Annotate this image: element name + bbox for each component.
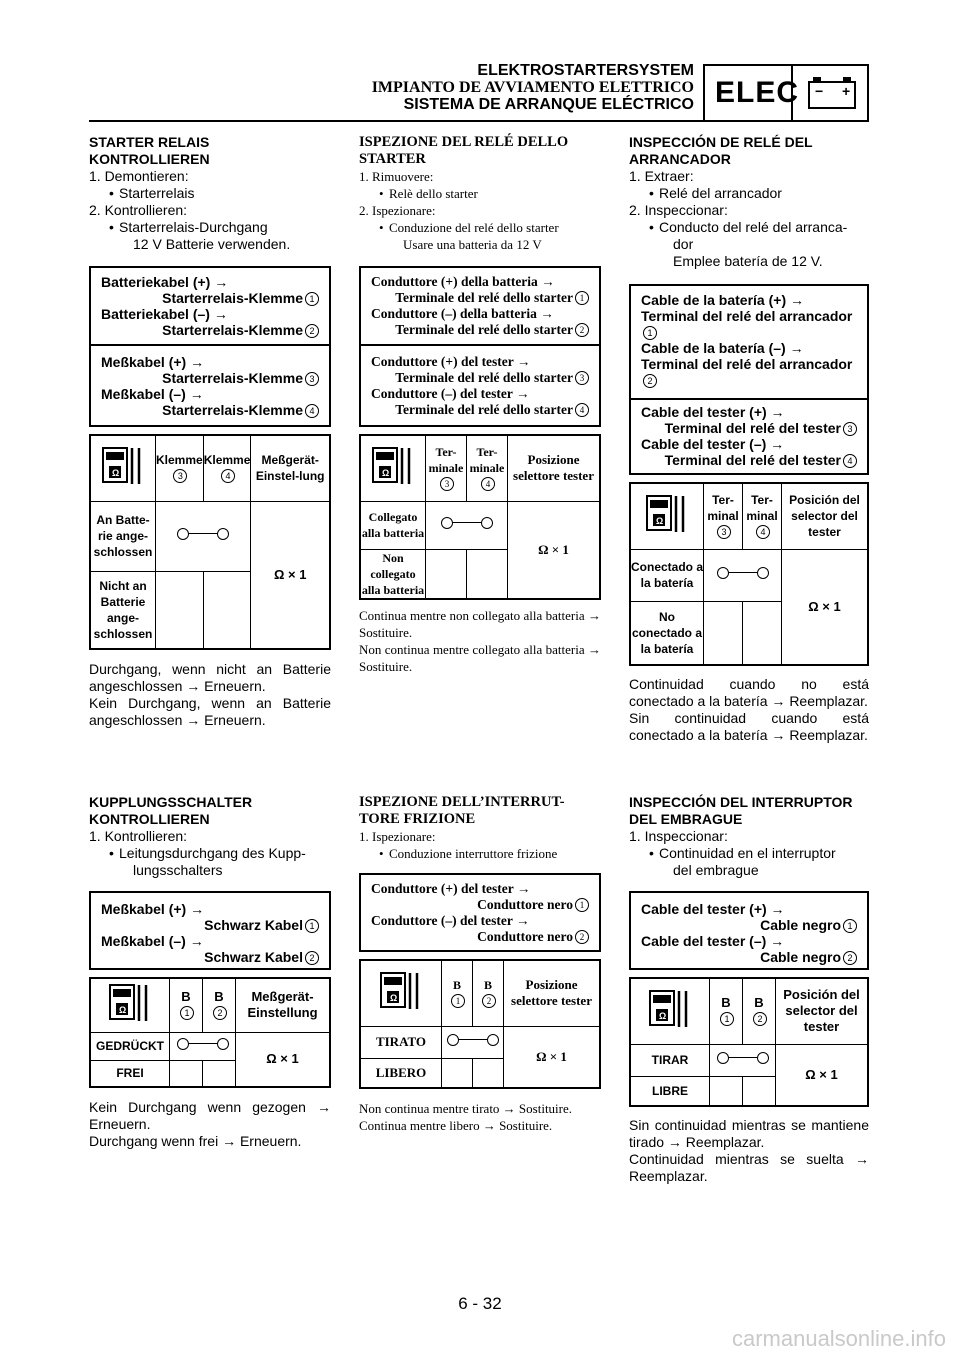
- continuity-symbol: [442, 1026, 504, 1058]
- battery-plus: +: [842, 83, 851, 99]
- box-line: Starterrelais-Klemme 2: [101, 322, 319, 338]
- svg-text:Ω: Ω: [119, 1005, 127, 1016]
- step-item: • Continuidad en el interruptor: [629, 845, 871, 862]
- es-connection-box: [629, 284, 869, 475]
- empty-cell: [710, 1076, 743, 1106]
- empty-cell: [426, 549, 467, 599]
- battery-minus: −: [815, 83, 824, 99]
- de-connection-box: [89, 266, 331, 427]
- empty-cell: [203, 1060, 236, 1087]
- result-text: Sin continuidad cuando está conectado a la batería → Reemplazar.: [629, 710, 869, 743]
- row-label: TIRATO: [360, 1026, 442, 1058]
- callout-number: 2: [575, 323, 589, 337]
- es-starter-section: [629, 134, 871, 270]
- step-note: 12 V Batterie verwenden.: [133, 236, 291, 252]
- empty-cell: [156, 571, 204, 649]
- box-line: Terminal del relé del tester 4: [641, 452, 857, 468]
- box-line: Meßkabel (+) →: [101, 354, 205, 370]
- de-clutch-result: [89, 1099, 331, 1150]
- multimeter-icon: [379, 969, 423, 1013]
- col-header: Posición del selector del tester: [782, 483, 869, 549]
- header-title-de: ELEKTROSTARTERSYSTEM: [477, 62, 694, 79]
- continuity-symbol: [710, 1044, 776, 1076]
- col-header: B 1: [710, 978, 743, 1044]
- row-label: An Batte-rie ange-schlossen: [90, 501, 156, 571]
- multimeter-icon-cell: [90, 978, 170, 1032]
- section-title: TORE FRIZIONE: [359, 811, 476, 827]
- multimeter-icon: [645, 492, 689, 536]
- es-clutch-box: [629, 891, 869, 970]
- empty-cell: [743, 601, 782, 665]
- section-title: KUPPLUNGSSCHALTER: [89, 794, 253, 810]
- section-title: ISPEZIONE DEL RELÉ DELLO: [359, 134, 569, 150]
- col-header: B 1: [442, 960, 473, 1026]
- row-label: TIRAR: [630, 1044, 710, 1076]
- step: 2. Inspeccionar:: [629, 202, 728, 218]
- box-line: Starterrelais-Klemme 4: [101, 402, 319, 418]
- callout-number: 3: [575, 371, 589, 385]
- box-line: Cable del tester (–) →: [641, 933, 785, 949]
- meter-range: Ω × 1: [504, 1026, 601, 1088]
- step-item: • Leitungsdurchgang des Kupp-: [89, 845, 331, 862]
- col-header: Ter-minal 4: [743, 483, 782, 549]
- box-line: [641, 324, 857, 340]
- box-line: Terminal del relé del arrancador: [641, 356, 853, 372]
- box-line: Conduttore (+) della batteria →: [371, 274, 555, 289]
- header-title-it: IMPIANTO DE AVVIAMENTO ELETTRICO: [371, 79, 694, 96]
- it-clutch-box: [359, 873, 601, 952]
- box-line: Starterrelais-Klemme 3: [101, 370, 319, 386]
- box-line: Cable del tester (–) →: [641, 436, 785, 452]
- continuity-symbol: [156, 501, 251, 571]
- col-header: B 2: [203, 978, 236, 1032]
- it-connection-box: [359, 266, 601, 427]
- empty-cell: [473, 1058, 504, 1088]
- it-clutch-section: [359, 794, 601, 862]
- svg-text:Ω: Ω: [382, 468, 390, 479]
- watermark-text: carmanualsonline.info: [731, 1326, 946, 1351]
- box-line: Conduttore (–) del tester →: [371, 913, 530, 928]
- meter-range: Ω × 1: [251, 501, 330, 649]
- section-title: ARRANCADOR: [629, 151, 731, 167]
- box-line: Cable de la batería (–) →: [641, 340, 804, 356]
- row-label: Collegato alla batteria: [360, 501, 426, 549]
- svg-text:Ω: Ω: [659, 1011, 667, 1022]
- empty-cell: [743, 1076, 776, 1106]
- box-line: Terminale del relé dello starter 1: [371, 290, 589, 306]
- col-header: Ter-minale 3: [426, 435, 467, 501]
- box-line: Cable negro 1: [641, 917, 857, 933]
- step: 2. Ispezionare:: [359, 203, 436, 218]
- step-item: • Relé del arrancador: [629, 185, 871, 202]
- callout-number: 2: [843, 951, 857, 965]
- box-line: [641, 372, 857, 388]
- box-line: Terminale del relé dello starter 3: [371, 370, 589, 386]
- empty-cell: [704, 601, 743, 665]
- es-starter-table: [629, 482, 869, 666]
- section-title: KONTROLLIEREN: [89, 811, 210, 827]
- section-title: STARTER RELAIS: [89, 134, 210, 150]
- multimeter-icon: [108, 981, 152, 1025]
- meter-range: Ω × 1: [508, 501, 601, 599]
- it-starter-table: [359, 434, 601, 600]
- svg-text:Ω: Ω: [112, 468, 120, 479]
- step: 1. Extraer:: [629, 168, 694, 184]
- multimeter-icon: [648, 987, 692, 1031]
- callout-number: 1: [305, 292, 319, 306]
- step: 1. Demontieren:: [89, 168, 189, 184]
- de-starter-result: [89, 661, 331, 729]
- de-clutch-box: [89, 891, 331, 970]
- section-code: ELEC: [715, 76, 800, 109]
- box-line: Cable del tester (+) →: [641, 404, 785, 420]
- multimeter-icon-cell: [360, 435, 426, 501]
- callout-number: 4: [575, 403, 589, 417]
- multimeter-icon-cell: [630, 978, 710, 1044]
- multimeter-icon-cell: [360, 960, 442, 1026]
- step-item: • Conduzione del relé dello starter: [359, 219, 601, 236]
- box-line: Batteriekabel (–) →: [101, 306, 228, 322]
- it-starter-section: [359, 134, 601, 253]
- row-label: LIBERO: [360, 1058, 442, 1088]
- multimeter-icon-cell: [630, 483, 704, 549]
- step-item: • Relè dello starter: [359, 185, 601, 202]
- result-text: Kein Durchgang, wenn an Batterie angeschlossen → Erneuern.: [89, 695, 331, 728]
- continuity-symbol: [426, 501, 508, 549]
- es-starter-result: [629, 676, 869, 744]
- callout-number: 2: [305, 951, 319, 965]
- callout-number: 3: [305, 372, 319, 386]
- row-label: Conectado a la batería: [630, 549, 704, 601]
- de-clutch-section: [89, 794, 331, 879]
- result-text: Non continua mentre collegato alla batteria → Sostituire.: [359, 642, 601, 674]
- box-line: Cable negro 2: [641, 949, 857, 965]
- svg-text:Ω: Ω: [656, 516, 664, 527]
- box-line: Terminal del relé del tester 3: [641, 420, 857, 436]
- step-note: Usare una batteria da 12 V: [403, 237, 542, 252]
- empty-cell: [170, 1060, 203, 1087]
- result-text: Kein Durchgang wenn gezogen → Erneuern.: [89, 1099, 331, 1132]
- step: 1. Kontrollieren:: [89, 828, 188, 844]
- it-starter-result: [359, 607, 601, 675]
- row-label: LIBRE: [630, 1076, 710, 1106]
- es-clutch-result: [629, 1117, 869, 1185]
- box-line: Starterrelais-Klemme 1: [101, 290, 319, 306]
- callout-number: 2: [575, 930, 589, 944]
- multimeter-icon: [101, 444, 145, 488]
- box-line: Cable de la batería (+) →: [641, 292, 804, 308]
- box-line: Conduttore nero 2: [371, 929, 589, 945]
- es-clutch-section: [629, 794, 871, 879]
- meter-range: Ω × 1: [782, 549, 869, 665]
- box-line: Meßkabel (+) →: [101, 901, 205, 917]
- box-line: Batteriekabel (+) →: [101, 274, 229, 290]
- result-text: Durchgang, wenn nicht an Batterie angeschlossen → Erneuern.: [89, 661, 331, 694]
- col-header: Posizione selettore tester: [508, 435, 601, 501]
- callout-number: 2: [305, 324, 319, 338]
- step-item: • Conducto del relé del arranca-: [629, 219, 871, 236]
- section-title: INSPECCIÓN DE RELÉ DEL: [629, 134, 813, 150]
- de-clutch-table: [89, 977, 331, 1088]
- svg-text:Ω: Ω: [390, 993, 398, 1004]
- meter-range: Ω × 1: [776, 1044, 869, 1106]
- step-item: • Starterrelais-Durchgang: [89, 219, 331, 236]
- callout-number: 1: [575, 898, 589, 912]
- step-item: • Starterrelais: [89, 185, 331, 202]
- it-clutch-table: [359, 959, 601, 1089]
- callout-number: 3: [843, 422, 857, 436]
- callout-number: 4: [305, 404, 319, 418]
- result-text: Non continua mentre tirato → Sostituire.: [359, 1101, 573, 1116]
- col-header: Klemme 3: [156, 435, 204, 501]
- callout-number: 1: [843, 919, 857, 933]
- box-line: Terminal del relé del arrancador: [641, 308, 853, 324]
- battery-icon: [801, 74, 861, 114]
- box-line: Meßkabel (–) →: [101, 933, 204, 949]
- it-clutch-result: [359, 1100, 619, 1134]
- step-item: lungsschalters: [133, 862, 223, 878]
- section-badge: [703, 64, 869, 122]
- callout-number: 1: [643, 326, 657, 340]
- col-header: Posizione selettore tester: [504, 960, 601, 1026]
- box-line: Conduttore (–) del tester →: [371, 386, 530, 401]
- col-header: Ter-minale 4: [467, 435, 508, 501]
- empty-cell: [442, 1058, 473, 1088]
- section-title: INSPECCIÓN DEL INTERRUPTOR: [629, 794, 853, 810]
- col-header: B 2: [473, 960, 504, 1026]
- step-item: del embrague: [673, 862, 759, 878]
- step: 1. Inspeccionar:: [629, 828, 728, 844]
- box-line: Conduttore (–) della batteria →: [371, 306, 554, 321]
- continuity-symbol: [170, 1032, 236, 1060]
- box-line: Terminale del relé dello starter 2: [371, 322, 589, 338]
- multimeter-icon-cell: [90, 435, 156, 501]
- result-text: Sin continuidad mientras se mantiene tirado → Reemplazar.: [629, 1117, 869, 1150]
- result-text: Continua mentre non collegato alla batteria → Sostituire.: [359, 608, 601, 640]
- step: 2. Kontrollieren:: [89, 202, 188, 218]
- col-header: B 2: [743, 978, 776, 1044]
- box-line: Terminale del relé dello starter 4: [371, 402, 589, 418]
- result-text: Continuidad mientras se suelta → Reemplazar.: [629, 1151, 869, 1184]
- step: 1. Rimuovere:: [359, 169, 434, 184]
- de-starter-table: [89, 434, 331, 650]
- callout-number: 1: [575, 291, 589, 305]
- result-text: Continua mentre libero → Sostituire.: [359, 1118, 553, 1133]
- col-header: Meßgerät-Einstellung: [236, 978, 331, 1032]
- row-label: FREI: [90, 1060, 170, 1087]
- col-header: Ter-minal 3: [704, 483, 743, 549]
- meter-range: Ω × 1: [236, 1032, 331, 1087]
- es-clutch-table: [629, 977, 869, 1107]
- col-header: Meßgerät-Einstel-lung: [251, 435, 330, 501]
- callout-number: 4: [843, 454, 857, 468]
- empty-cell: [467, 549, 508, 599]
- callout-number: 1: [305, 919, 319, 933]
- section-title: DEL EMBRAGUE: [629, 811, 743, 827]
- section-title: STARTER: [359, 151, 426, 167]
- section-title: KONTROLLIEREN: [89, 151, 210, 167]
- callout-number: 2: [643, 374, 657, 388]
- row-label: Nicht an Batterie ange-schlossen: [90, 571, 156, 649]
- section-title: ISPEZIONE DELL’INTERRUT-: [359, 794, 565, 810]
- multimeter-icon: [371, 444, 415, 488]
- row-label: GEDRÜCKT: [90, 1032, 170, 1060]
- box-line: Cable del tester (+) →: [641, 901, 785, 917]
- step-item: • Conduzione interruttore frizione: [359, 845, 601, 862]
- box-line: Meßkabel (–) →: [101, 386, 204, 402]
- box-line: Conduttore (+) del tester →: [371, 881, 531, 896]
- box-line: Schwarz Kabel 1: [101, 917, 319, 933]
- de-starter-section: [89, 134, 331, 253]
- row-label: No conectado a la batería: [630, 601, 704, 665]
- step-note: Emplee batería de 12 V.: [673, 253, 823, 269]
- result-text: Continuidad cuando no está conectado a la batería → Reemplazar.: [629, 676, 869, 709]
- badge-divider: [791, 66, 793, 120]
- page-number: 6 - 32: [458, 1294, 502, 1313]
- row-label: Non collegato alla batteria: [361, 550, 425, 597]
- box-line: Conduttore nero 1: [371, 897, 589, 913]
- result-text: Durchgang wenn frei → Erneuern.: [89, 1133, 302, 1149]
- header-title-es: SISTEMA DE ARRANQUE ELÉCTRICO: [403, 96, 694, 113]
- step: 1. Ispezionare:: [359, 829, 436, 844]
- box-line: Conduttore (+) del tester →: [371, 354, 531, 369]
- box-line: Schwarz Kabel 2: [101, 949, 319, 965]
- col-header: Posición del selector del tester: [776, 978, 869, 1044]
- empty-cell: [203, 571, 251, 649]
- col-header: Klemme 4: [203, 435, 251, 501]
- col-header: B 1: [170, 978, 203, 1032]
- continuity-symbol: [704, 549, 782, 601]
- step-item: dor: [673, 236, 694, 252]
